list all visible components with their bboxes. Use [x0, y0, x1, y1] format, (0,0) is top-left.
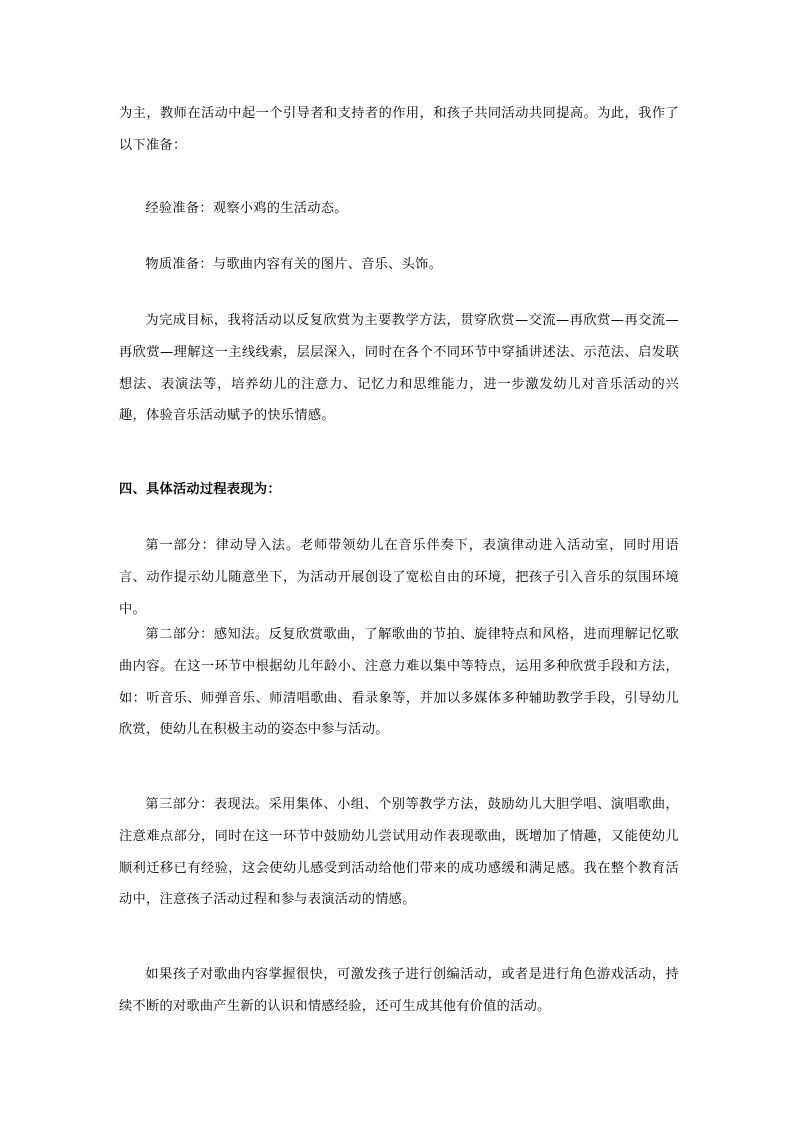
paragraph-experience-preparation: 经验准备：观察小鸡的生活动态。	[145, 201, 348, 216]
paragraph-part-three: 第三部分：表现法。采用集体、小组、个别等教学方法，鼓励幼儿大胆学唱、演唱歌曲，注意难点部分，同时在这一环节中鼓励幼儿尝试用动作表现歌曲，既增加了情趣，又能使幼儿顺利迁移已有经验，这会使幼儿感受到活动给他们带来的成功感缓和满足感。我在整个教育活动中，注意孩子活动过程和参与表演活动的情感。	[119, 797, 679, 908]
paragraph-part-one: 第一部分：律动导入法。老师带领幼儿在音乐伴奏下，表演律动进入活动室，同时用语言、动作提示幼儿随意坐下，为活动开展创设了宽松自由的环境，把孩子引入音乐的氛围环境中。	[119, 538, 679, 617]
paragraph-material-preparation: 物质准备：与歌曲内容有关的图片、音乐、头饰。	[145, 257, 443, 272]
section-heading: 四、具体活动过程表现为：	[119, 482, 281, 497]
paragraph-part-two: 第二部分：感知法。反复欣赏歌曲，了解歌曲的节拍、旋律特点和风格，进而理解记忆歌曲内容。在这一环节中根据幼儿年龄小、注意力难以集中等特点，运用多种欣赏手段和方法，如：听音乐、师弹音乐、师清唱歌曲、看录象等，并加以多媒体多种辅助教学手段，引导幼儿欣赏，使幼儿在积极主动的姿态中参与活动。	[119, 627, 679, 738]
paragraph-preparation-intro: 为主，教师在活动中起一个引导者和支持者的作用，和孩子共同活动共同提高。为此，我作了以下准备：	[119, 106, 679, 153]
paragraph-creative-extension: 如果孩子对歌曲内容掌握很快，可激发孩子进行创编活动，或者是进行角色游戏活动，持续不断的对歌曲产生新的认识和情感经验，还可生成其他有价值的活动。	[119, 967, 679, 1014]
paragraph-teaching-method: 为完成目标，我将活动以反复欣赏为主要教学方法，贯穿欣赏—交流—再欣赏—再交流—再欣赏—理解这一主线线索，层层深入，同时在各个不同环节中穿插讲述法、示范法、启发联想法、表演法等，培养幼儿的注意力、记忆力和思维能力，进一步激发幼儿对音乐活动的兴趣，体验音乐活动赋予的快乐情感。	[119, 313, 679, 424]
